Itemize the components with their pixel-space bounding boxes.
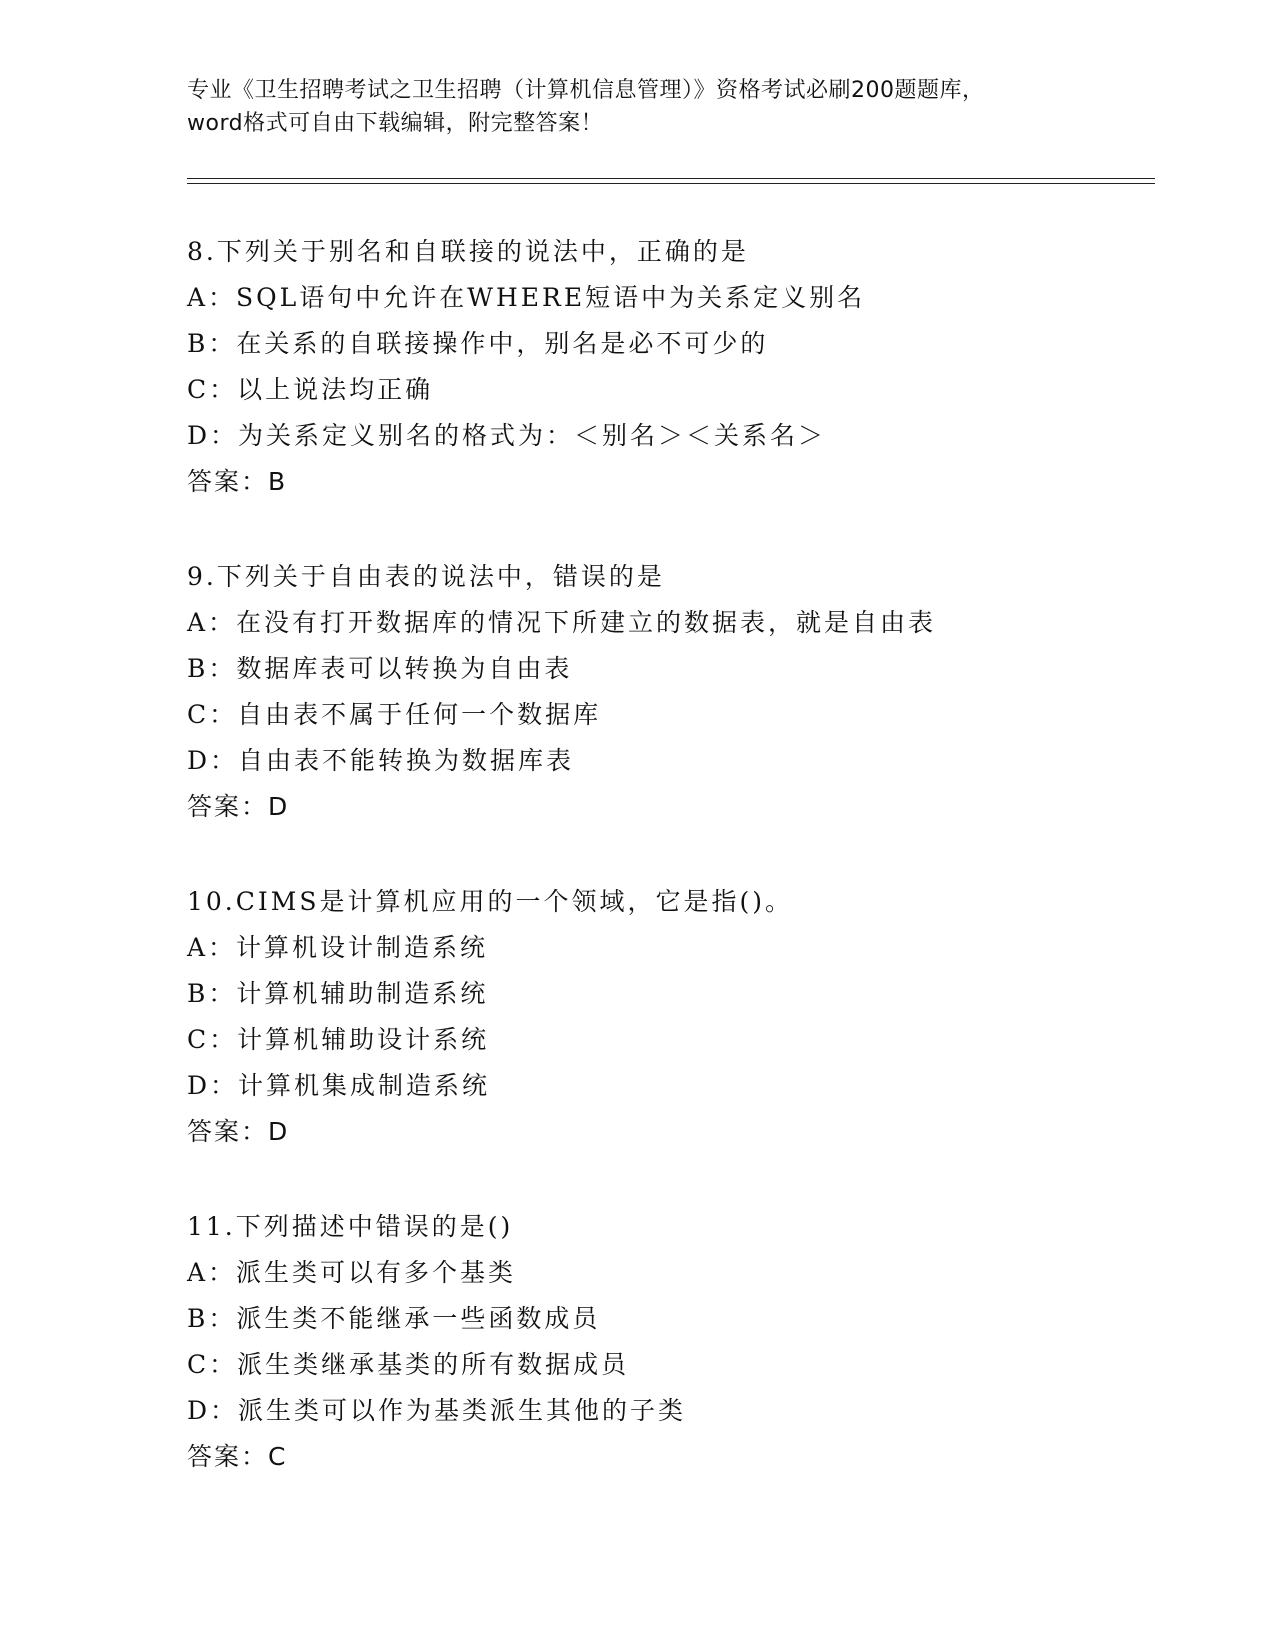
option-b: B：计算机辅助制造系统 [187, 979, 489, 1008]
answer-line [187, 1434, 1147, 1480]
option-b: B：在关系的自联接操作中，别名是必不可少的 [187, 329, 769, 358]
answer-line [187, 1109, 1147, 1155]
option-c: C：以上说法均正确 [187, 375, 434, 404]
header-divider-bottom [187, 183, 1155, 184]
option-c: C：计算机辅助设计系统 [187, 1025, 490, 1054]
header-title-line-2: word格式可自由下载编辑，附完整答案！ [187, 111, 604, 136]
option-a: A：计算机设计制造系统 [187, 933, 489, 962]
question-block [187, 229, 1147, 505]
answer-label: 答案： [187, 1117, 269, 1146]
option-d: D：计算机集成制造系统 [187, 1071, 491, 1100]
question-stem: 10.CIMS是计算机应用的一个领域，它是指()。 [187, 887, 793, 916]
option-c: C：自由表不属于任何一个数据库 [187, 700, 602, 729]
answer-label: 答案： [187, 467, 269, 496]
option-b: B：数据库表可以转换为自由表 [187, 654, 573, 683]
question-block [187, 879, 1147, 1155]
answer-label: 答案： [187, 1442, 269, 1471]
document-header [187, 74, 1087, 140]
question-stem: 9.下列关于自由表的说法中，错误的是 [187, 562, 665, 591]
option-d: D：为关系定义别名的格式为：＜别名＞＜关系名＞ [187, 421, 827, 450]
option-d: D：自由表不能转换为数据库表 [187, 746, 575, 775]
answer-label: 答案： [187, 792, 269, 821]
question-block [187, 554, 1147, 830]
answer-value: D [268, 792, 290, 821]
answer-line [187, 459, 1147, 505]
option-b: B：派生类不能继承一些函数成员 [187, 1304, 601, 1333]
option-d: D：派生类可以作为基类派生其他的子类 [187, 1396, 687, 1425]
option-a: A：SQL语句中允许在WHERE短语中为关系定义别名 [187, 283, 866, 312]
question-stem: 8.下列关于别名和自联接的说法中，正确的是 [187, 237, 749, 266]
option-a: A：在没有打开数据库的情况下所建立的数据表，就是自由表 [187, 608, 937, 637]
option-a: A：派生类可以有多个基类 [187, 1258, 517, 1287]
answer-value: C [268, 1442, 288, 1471]
answer-value: D [268, 1117, 290, 1146]
answer-line [187, 784, 1147, 830]
question-stem: 11.下列描述中错误的是() [187, 1212, 514, 1241]
option-c: C：派生类继承基类的所有数据成员 [187, 1350, 630, 1379]
question-block [187, 1204, 1147, 1480]
header-title-line-1: 专业《卫生招聘考试之卫生招聘（计算机信息管理）》资格考试必刷200题题库， [187, 78, 985, 103]
answer-value: B [268, 467, 288, 496]
header-divider-top [187, 178, 1155, 179]
